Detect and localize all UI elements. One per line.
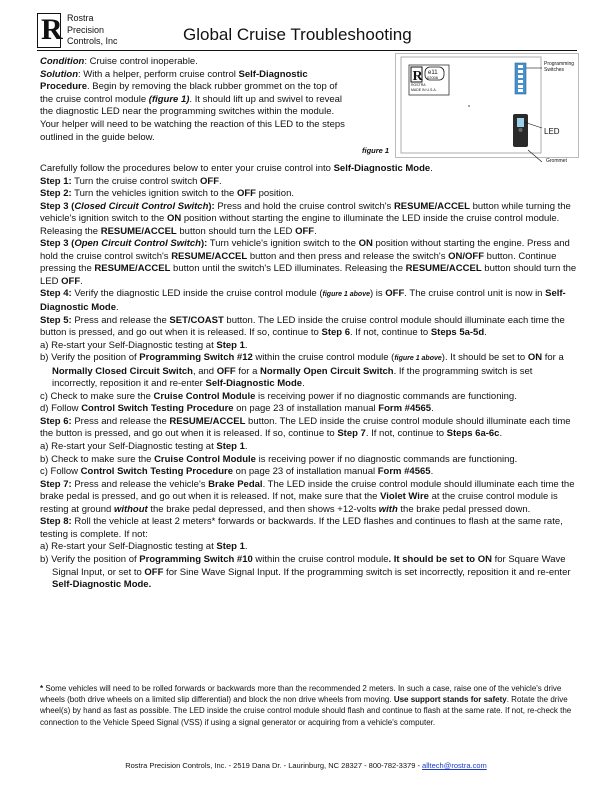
step-6c: c) Follow Control Switch Testing Procedure on page 23 of installation manual Form #4565.: [40, 466, 434, 478]
dip-switch: [518, 89, 523, 92]
solution-text: . It should lift up and swivel to reveal the diagnostic LED near the programming switches within the module. Your helper will need to be watching the reaction of this LED to the steps outlined in the guide below.: [40, 93, 345, 143]
step-1: Step 1: Turn the cruise control switch OFF.: [40, 175, 222, 187]
programming-label: Programming: [544, 61, 575, 67]
step-6a: a) Re-start your Self-Diagnostic testing at Step 1.: [40, 441, 248, 453]
logo-line-3: Controls, Inc: [67, 36, 118, 46]
badge-text-2: 02006: [427, 75, 439, 80]
procedure-body: [40, 163, 580, 592]
step-3-open: Step 3 (Open Circuit Control Switch): Turn vehicle's ignition switch to the ON position without starting the engine. Press and hold the cruise control switch's RESUME/ACCEL button and then press and release the switch's ON/OFF button. Continue pressing the RESUME/ACCEL button until the switch's LED illuminates. Releasing the RESUME/ACCEL button should turn the LED OFF.: [40, 238, 577, 287]
step-8b: b) Verify the position of Programming Switch #10 within the cruise control module. It should be set to ON for Square Wave Signal Input, or set to OFF for Sine Wave Signal Input. If the programming switch is set incorrectly, reposition it and re-enter Self-Diagnostic Mode.: [40, 553, 571, 591]
screw-hole: [468, 105, 470, 107]
footnote-text: Some vehicles will need to be rolled forwards or backwards more than the recommended 2 meters. In such a case, raise one of the vehicle's drive wheels (both drive wheels on a limited slip differential) and block the non drive wheels from moving.: [40, 684, 562, 705]
solution-bold: Self-Diagnostic Procedure: [40, 68, 308, 93]
figure-reference: (figure 1): [148, 93, 190, 105]
header-rule: [37, 50, 577, 51]
diagnostic-led: [517, 118, 524, 127]
footnote-text: . Rotate the drive wheel(s) by hand as fast as possible. The LED inside the cruise control module should flash and continue to flash at the same rate. If not, re-check the connection to the Vehicle Speed Signal (VSS) if using a signal generator or acquiring from a vehicle's computer.: [40, 695, 572, 727]
solution-label: Solution: [40, 68, 78, 80]
badge-text-1: e11: [428, 70, 438, 76]
intro-paragraph: [40, 56, 352, 144]
company-logo: [37, 13, 135, 49]
condition-text: : Cruise control inoperable.: [84, 56, 198, 67]
page-footer: [0, 761, 612, 770]
led-lens: [519, 128, 523, 132]
dip-switch: [518, 75, 523, 78]
logo-line-2: Precision: [67, 24, 105, 35]
step-4: Step 4: Verify the diagnostic LED inside the cruise control module (figure 1 above) is OFF. The cruise control unit is now in Self-Diagnostic Mode.: [40, 288, 566, 314]
footnote: [40, 683, 580, 728]
solution-text: . Begin by removing the black rubber grommet on the top of the cruise control module: [40, 81, 338, 105]
page-title: Global Cruise Troubleshooting: [183, 25, 412, 44]
module-origin-text: MADE IN U.S.A.: [411, 88, 437, 92]
footnote-marker: *: [40, 684, 44, 693]
step-8: Step 8: Roll the vehicle at least 2 meters* forwards or backwards. If the LED flashes and continues to flash at the same rate, testing is complete. If not:: [40, 516, 563, 540]
switches-label: Switches: [544, 67, 565, 73]
module-illustration: [396, 54, 578, 164]
step-5a: a) Re-start your Self-Diagnostic testing at Step 1.: [40, 339, 248, 351]
logo-letter: R: [41, 13, 63, 46]
module-logo-r: R: [412, 69, 423, 84]
step-7: Step 7: Press and release the vehicle's Brake Pedal. The LED inside the cruise control module should illuminate each time the brake pedal is pressed, and go out when it is released. If not, make sure that the Violet Wire at the cruise control module is resting at ground without the brake pedal depressed, and then shows +12-volts with the brake pedal pressed down.: [40, 478, 575, 515]
grommet-label: Grommet: [546, 158, 567, 164]
solution-text: : With a helper, perform cruise control: [78, 68, 239, 80]
figure-caption: figure 1: [362, 146, 390, 155]
step-2: Step 2: Turn the vehicles ignition switch to the OFF position.: [40, 188, 294, 200]
logo-text: [67, 13, 118, 48]
logo-mark: [37, 13, 61, 48]
step-5d: d) Follow Control Switch Testing Procedure on page 23 of installation manual Form #4565.: [40, 403, 434, 415]
module-brand-text: ROSTRA: [411, 83, 426, 87]
step-5: Step 5: Press and release the SET/COAST button. The LED inside the cruise control module should illuminate each time the button is pressed, and go out when it is released. If so, continue to Step 6. If not, continue to Steps 5a-5d.: [40, 314, 565, 339]
step-3-closed: Step 3 (Closed Circuit Control Switch): Press and hold the cruise control switch's RESUME/ACCEL button while turning the vehicle's ignition switch to the ON position without starting the engine to illuminate the LED inside the cruise control module. Releasing the RESUME/ACCEL button should turn the LED OFF.: [40, 200, 571, 237]
procedure-intro: Carefully follow the procedures below to enter your cruise control into Self-Diagnostic Mode.: [40, 163, 433, 174]
dip-switch: [518, 80, 523, 83]
step-8a: a) Re-start your Self-Diagnostic testing at Step 1.: [40, 541, 248, 553]
footer-contact: Rostra Precision Controls, Inc. - 2519 Dana Dr. - Laurinburg, NC 28327 - 800-782-3379 -: [125, 761, 423, 770]
step-6b: b) Check to make sure the Cruise Control Module is receiving power if no diagnostic commands are functioning.: [40, 453, 518, 465]
condition-label: Condition: [40, 56, 85, 67]
step-5b: b) Verify the position of Programming Switch #12 within the cruise control module (figure 1 above). It should be set to ON for a Normally Closed Circuit Switch, and OFF for a Normally Open Circuit Switch. If the programming switch is set incorrectly, reposition it and re-enter Self-Diagnostic Mode.: [40, 352, 564, 390]
step-6: Step 6: Press and release the RESUME/ACCEL button. The LED inside the cruise control module should illuminate each time the button is pressed, and go out when it is released. If so, continue to Step 7. If not, continue to Steps 6a-6c.: [40, 415, 571, 440]
step-5c: c) Check to make sure the Cruise Control Module is receiving power if no diagnostic commands are functioning.: [40, 390, 517, 402]
dip-switch: [518, 70, 523, 73]
led-label: LED: [544, 127, 560, 136]
logo-line-1: Rostra: [67, 13, 94, 23]
support-email-link[interactable]: alltech@rostra.com: [422, 761, 487, 770]
safety-warning: Use support stands for safety: [393, 695, 507, 705]
dip-switch: [518, 85, 523, 88]
figure-1-module-diagram: [395, 53, 579, 164]
dip-switch: [518, 65, 523, 68]
